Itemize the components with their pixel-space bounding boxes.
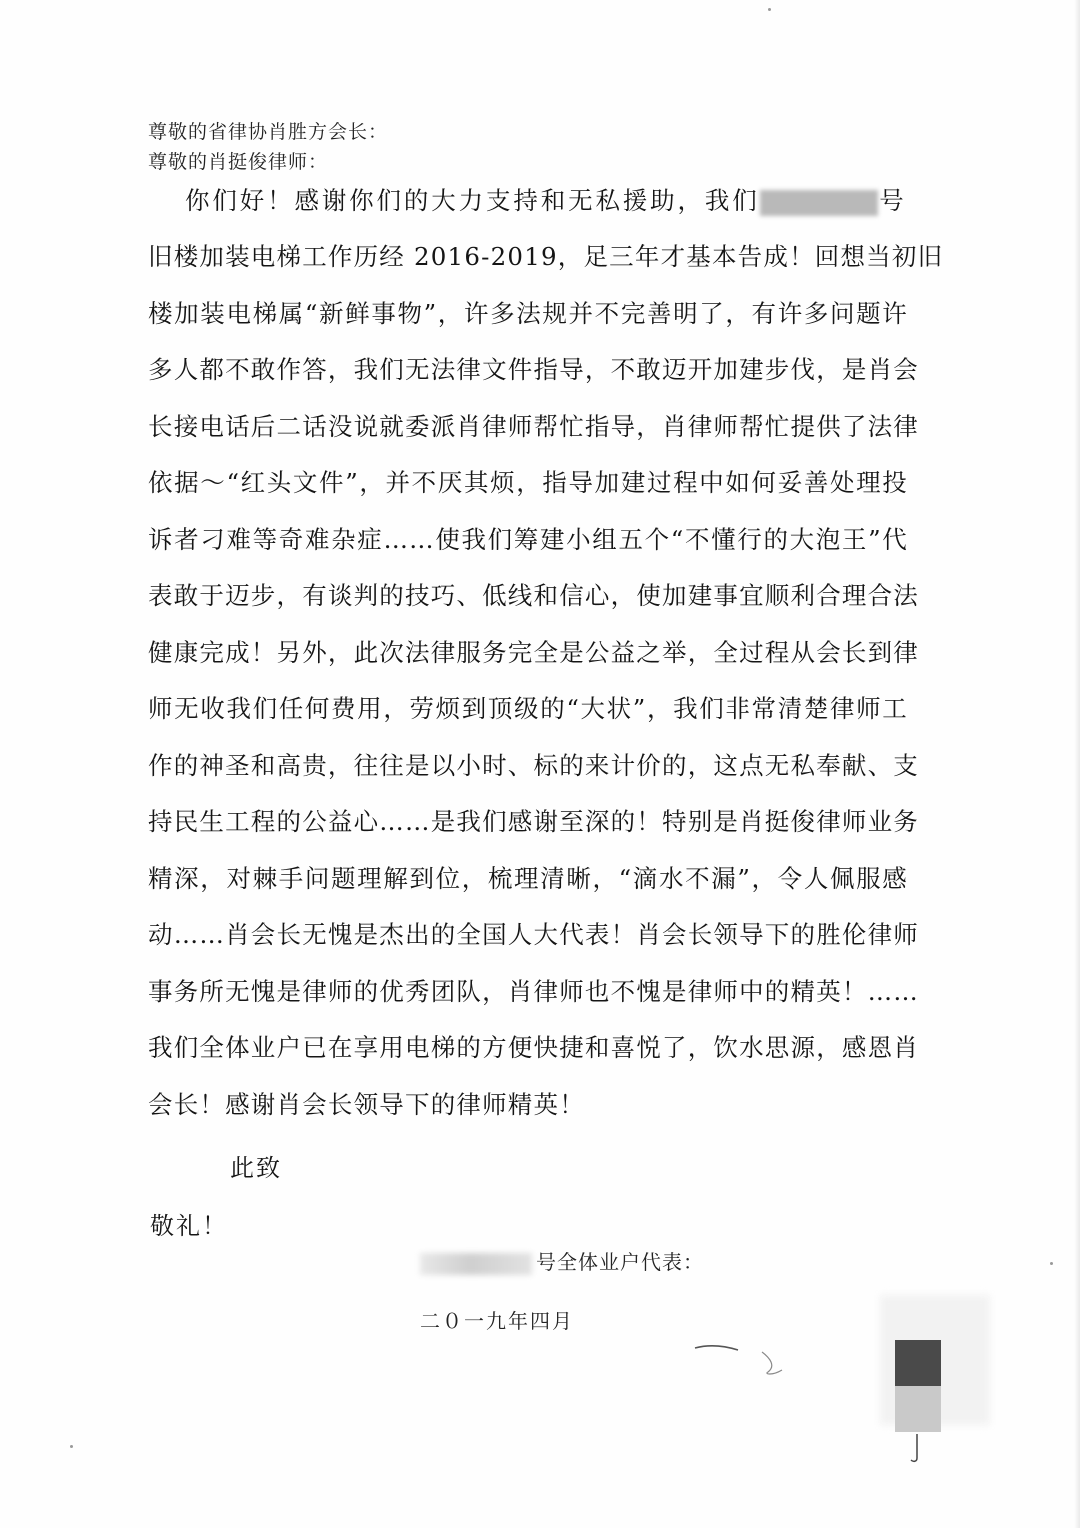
body-line: 我们全体业户已在享用电梯的方便快捷和喜悦了，饮水思源，感恩肖 xyxy=(148,1033,919,1062)
salutation-lawyer: 尊敬的肖挺俊律师： xyxy=(148,151,329,173)
body-line: 作的神圣和高贵，往往是以小时、标的来计价的，这点无私奉献、支 xyxy=(148,751,919,780)
body-line: 健康完成！另外，此次法律服务完全是公益之举，全过程从会长到律 xyxy=(148,638,919,667)
body-line: 长接电话后二话没说就委派肖律师帮忙指导，肖律师帮忙提供了法律 xyxy=(148,412,919,441)
scan-edge-shadow xyxy=(1074,0,1080,1528)
scan-speck xyxy=(768,8,771,11)
body-line: 多人都不敢作答，我们无法律文件指导，不敢迈开加建步伐，是肖会 xyxy=(148,355,919,384)
body-line: 旧楼加装电梯工作历经 2016-2019，足三年才基本告成！回想当初旧 xyxy=(148,242,944,271)
signature-scribble-icon xyxy=(690,1330,810,1380)
body-line: 会长！感谢肖会长领导下的律师精英！ xyxy=(148,1090,585,1119)
body-line-text: 你们好！感谢你们的大力支持和无私援助，我们 xyxy=(185,186,760,215)
signer-text: 号全体业户代表： xyxy=(536,1250,704,1274)
body-line: 事务所无愧是律师的优秀团队，肖律师也不愧是律师中的精英！…… xyxy=(148,977,919,1006)
body-line: 依据～“红头文件”，并不厌其烦，指导加建过程中如何妥善处理投 xyxy=(148,468,908,497)
redacted-address xyxy=(760,190,878,216)
body-line: 动……肖会长无愧是杰出的全国人大代表！肖会长领导下的胜伦律师 xyxy=(148,920,919,949)
closing-respectfully: 此致 xyxy=(230,1154,282,1182)
body-line: 楼加装电梯属“新鲜事物”，许多法规并不完善明了，有许多问题许 xyxy=(148,299,908,328)
letter-date: 二０一九年四月 xyxy=(420,1309,574,1333)
scan-speck xyxy=(1050,1262,1053,1265)
redaction-block-light xyxy=(895,1386,941,1432)
body-line-text: 号 xyxy=(877,186,906,215)
body-line: 表敢于迈步，有谈判的技巧、低线和信心，使加建事宜顺利合理合法 xyxy=(148,581,919,610)
body-line: 持民生工程的公益心……是我们感谢至深的！特别是肖挺俊律师业务 xyxy=(148,807,919,836)
closing-salute: 敬礼！ xyxy=(150,1212,228,1240)
body-line: 精深，对棘手问题理解到位，梳理清晰，“滴水不漏”，令人佩服感 xyxy=(148,864,908,893)
signer-line xyxy=(420,1246,704,1275)
redacted-signer-address xyxy=(420,1253,532,1275)
redaction-block-dark xyxy=(895,1340,941,1386)
body-line: 师无收我们任何费用，劳烦到顶级的“大状”，我们非常清楚律师工 xyxy=(148,694,908,723)
body-line: 诉者刁难等奇难杂症……使我们筹建小组五个“不懂行的大泡王”代 xyxy=(148,525,908,554)
body-line xyxy=(185,182,905,217)
salutation-president: 尊敬的省律协肖胜方会长： xyxy=(148,121,389,143)
scan-speck xyxy=(70,1445,73,1448)
signature-tail-icon xyxy=(905,1432,925,1466)
